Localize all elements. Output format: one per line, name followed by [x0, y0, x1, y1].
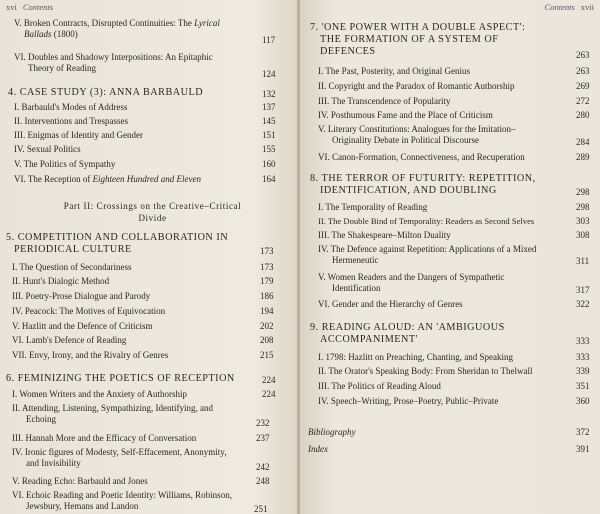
toc-entry: II. Interventions and Trespasses: [14, 116, 128, 126]
toc-entry: II. The Orator's Speaking Body: From Sheridan to Thelwall: [318, 366, 533, 376]
toc-entry: IV. Ironic figures of Modesty, Self-Effacement, Anonymity, and Invisibility: [12, 447, 227, 468]
page-number: 339: [576, 366, 590, 376]
toc-entry: VI. Echoic Reading and Poetic Identity: Williams, Robinson, Jewsbury, Hemans and Landon: [12, 490, 232, 511]
toc-entry: II. The Double Bind of Temporality: Readers as Second Selves: [318, 216, 535, 226]
page-number: 164: [262, 174, 276, 184]
page-number: 248: [256, 476, 270, 486]
page-number: 298: [576, 187, 590, 197]
page-number: 173: [260, 262, 274, 272]
chapter-heading: 6. FEMINIZING THE POETICS OF RECEPTION: [6, 373, 235, 384]
toc-entry: IV. Sexual Politics: [14, 144, 81, 154]
toc-entry: I. 1798: Hazlitt on Preaching, Chanting, and Speaking: [318, 352, 513, 362]
toc-entry: VI. The Reception of Eighteen Hundred and Eleven: [14, 174, 201, 184]
page-number: 232: [256, 418, 270, 428]
running-head-label: Contents: [544, 2, 575, 12]
toc-entry: III. The Transcendence of Popularity: [318, 96, 451, 106]
toc-entry: III. The Politics of Reading Aloud: [318, 381, 441, 391]
page-number: 224: [262, 389, 276, 399]
page-number: 151: [262, 130, 276, 140]
toc-entry: IV. Speech–Writing, Prose–Poetry, Public–Private: [318, 396, 499, 406]
chapter-heading: 5. COMPETITION AND COLLABORATION IN PERIODICAL CULTURE: [6, 232, 229, 255]
page-number: 263: [576, 66, 590, 76]
page-number: 289: [576, 152, 590, 162]
toc-entry: III. The Shakespeare–Milton Duality: [318, 230, 451, 240]
page-number: 269: [576, 81, 590, 91]
page-number: 360: [576, 396, 590, 406]
page-number: 155: [262, 144, 276, 154]
toc-entry: I. Women Writers and the Anxiety of Authorship: [12, 389, 188, 399]
page-number: 311: [576, 256, 590, 266]
part-heading: Part II: Crossings on the Creative–Critical Divide: [63, 201, 242, 223]
toc-entry: III. Poetry-Prose Dialogue and Parody: [12, 291, 151, 301]
page-number: 124: [262, 69, 276, 79]
page-number: 372: [576, 427, 590, 437]
page-number: 333: [576, 336, 590, 346]
toc-entry: V. Hazlitt and the Defence of Criticism: [12, 321, 153, 331]
toc-entry: VI. Canon-Formation, Connectiveness, and Recuperation: [318, 152, 525, 162]
page-number: 237: [256, 433, 270, 443]
toc-entry: I. The Question of Secondariness: [12, 262, 132, 272]
page-number: 208: [260, 335, 274, 345]
page-number: 137: [262, 102, 276, 112]
toc-entry: I. The Past, Posterity, and Original Genius: [318, 66, 470, 76]
page-number: 179: [260, 276, 274, 286]
toc-entry: II. Hunt's Dialogic Method: [12, 276, 110, 286]
toc-entry: V. Broken Contracts, Disrupted Continuities: The Lyrical Ballads (1800): [14, 18, 220, 39]
page-number: 303: [576, 216, 590, 226]
right-running-head: [545, 2, 594, 12]
page-number: 272: [576, 96, 590, 106]
page-number: 132: [262, 89, 276, 99]
toc-entry: V. Women Readers and the Dangers of Sympathetic Identification: [318, 272, 505, 293]
folio: xvi: [6, 2, 17, 12]
page-number: 251: [254, 504, 268, 514]
right-page: [300, 0, 600, 514]
page-number: 186: [260, 291, 274, 301]
page-number: 284: [576, 137, 590, 147]
index-entry: Index: [308, 444, 328, 454]
page-number: 224: [262, 375, 276, 385]
chapter-heading: 9. READING ALOUD: AN 'AMBIGUOUS ACCOMPANIMENT': [310, 322, 505, 345]
page-number: 194: [260, 306, 274, 316]
toc-entry: V. The Politics of Sympathy: [14, 159, 116, 169]
toc-entry: I. Barbauld's Modes of Address: [14, 102, 128, 112]
page-number: 333: [576, 352, 590, 362]
chapter-heading: 4. CASE STUDY (3): ANNA BARBAULD: [8, 87, 204, 98]
toc-entry: IV. Posthumous Fame and the Place of Criticism: [318, 110, 493, 120]
page-number: 202: [260, 321, 274, 331]
page-number: 391: [576, 444, 590, 454]
toc-entry: III. Enigmas of Identity and Gender: [14, 130, 143, 140]
toc-entry: VI. Doubles and Shadowy Interpositions: An Epitaphic Theory of Reading: [14, 52, 213, 73]
toc-entry: IV. The Defence against Repetition: Applications of a Mixed Hermeneutic: [318, 244, 537, 265]
toc-entry: VI. Lamb's Defence of Reading: [12, 335, 127, 345]
page-number: 280: [576, 110, 590, 120]
page-number: 298: [576, 202, 590, 212]
page-number: 160: [262, 159, 276, 169]
chapter-heading: 7. 'ONE POWER WITH A DOUBLE ASPECT': THE FORMATION OF A SYSTEM OF DEFENCES: [310, 22, 526, 57]
chapter-heading: 8. THE TERROR OF FUTURITY: REPETITION, IDENTIFICATION, AND DOUBLING: [310, 173, 536, 196]
left-page: [0, 0, 298, 514]
folio: xvii: [580, 2, 594, 12]
bibliography-entry: Bibliography: [308, 427, 356, 437]
left-running-head: [6, 2, 53, 12]
page-number: 263: [576, 50, 590, 60]
toc-entry: II. Attending, Listening, Sympathizing, Identifying, and Echoing: [12, 403, 213, 424]
toc-entry: II. Copyright and the Paradox of Romantic Authorship: [318, 81, 515, 91]
toc-entry: V. Literary Constitutions: Analogues for the Imitation– Originality Debate in Political Discourse: [318, 124, 516, 145]
page-number: 322: [576, 299, 590, 309]
page-number: 317: [576, 285, 590, 295]
toc-entry: III. Hannah More and the Efficacy of Conversation: [12, 433, 197, 443]
toc-entry: V. Reading Echo: Barbauld and Jones: [12, 476, 148, 486]
page-number: 215: [260, 350, 274, 360]
page-number: 351: [576, 381, 590, 391]
toc-entry: VI. Gender and the Hierarchy of Genres: [318, 299, 463, 309]
page-number: 145: [262, 116, 276, 126]
running-head-label: Contents: [22, 2, 54, 12]
page-number: 173: [260, 246, 274, 256]
page-number: 117: [262, 35, 276, 45]
toc-entry: IV. Peacock: The Motives of Equivocation: [12, 306, 166, 316]
toc-entry: VII. Envy, Irony, and the Rivalry of Genres: [12, 350, 169, 360]
toc-entry: I. The Temporality of Reading: [318, 202, 428, 212]
page-number: 308: [576, 230, 590, 240]
page-number: 242: [256, 462, 270, 472]
